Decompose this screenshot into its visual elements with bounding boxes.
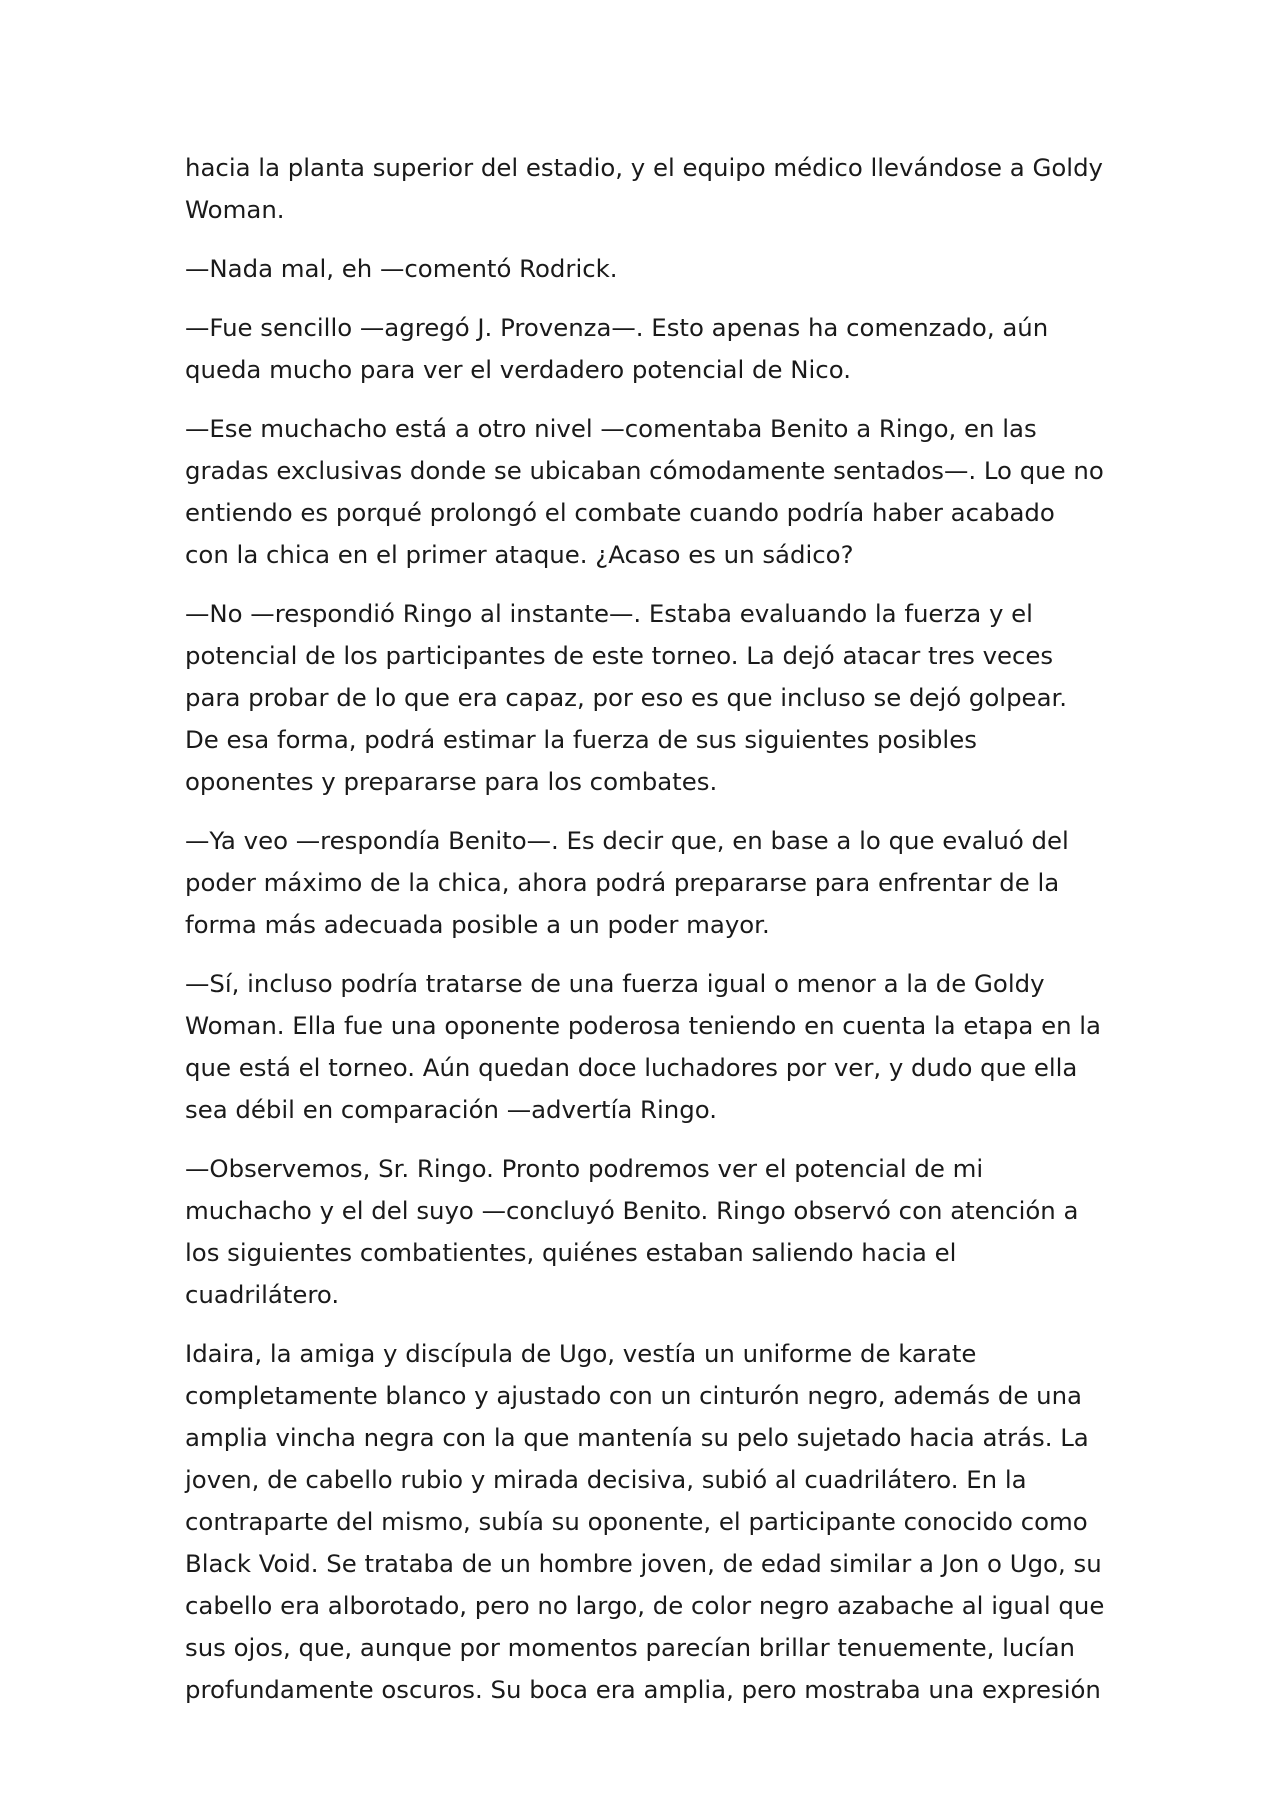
body-text <box>185 147 1105 1728</box>
paragraph: —Nada mal, eh —comentó Rodrick. <box>185 254 618 283</box>
paragraph: —Sí, incluso podría tratarse de una fuerza igual o menor a la de Goldy Woman. Ella fue una oponente poderosa teniendo en cuenta la etapa en la que está el torneo. Aún quedan doce luchadores por ver, y dudo que ella sea débil en comparación —advertía Ringo. <box>185 969 1102 1124</box>
paragraph: —Ya veo —respondía Benito—. Es decir que, en base a lo que evaluó del poder máximo de la chica, ahora podrá prepararse para enfrentar de la forma más adecuada posible a un poder mayor. <box>185 826 1069 939</box>
paragraph: Idaira, la amiga y discípula de Ugo, vestía un uniforme de karate completamente blanco y ajustado con un cinturón negro, además de una amplia vincha negra con la que mantenía su pelo sujetado hacia atrás. La joven, de cabello rubio y mirada decisiva, subió al cuadrilátero. En la contraparte del mismo, subía su oponente, el participante conocido como Black Void. Se trataba de un hombre joven, de edad similar a Jon o Ugo, su cabello era alborotado, pero no largo, de color negro azabache al igual que sus ojos, que, aunque por momentos parecían brillar tenuemente, lucían profundamente oscuros. Su boca era amplia, pero mostraba una expresión <box>185 1339 1105 1704</box>
paragraph: hacia la planta superior del estadio, y el equipo médico llevándose a Goldy Woman. <box>185 153 1103 224</box>
paragraph: —Ese muchacho está a otro nivel —comentaba Benito a Ringo, en las gradas exclusivas donde se ubicaban cómodamente sentados—. Lo que no entiendo es porqué prolongó el combate cuando podría haber acabado con la chica en el primer ataque. ¿Acaso es un sádico? <box>185 414 1104 569</box>
paragraph: —Fue sencillo —agregó J. Provenza—. Esto apenas ha comenzado, aún queda mucho para ver el verdadero potencial de Nico. <box>185 313 1049 384</box>
paragraph: —No —respondió Ringo al instante—. Estaba evaluando la fuerza y el potencial de los participantes de este torneo. La dejó atacar tres veces para probar de lo que era capaz, por eso es que incluso se dejó golpear. De esa forma, podrá estimar la fuerza de sus siguientes posibles oponentes y prepararse para los combates. <box>185 599 1068 796</box>
paragraph: —Observemos, Sr. Ringo. Pronto podremos ver el potencial de mi muchacho y el del suyo —concluyó Benito. Ringo observó con atención a los siguientes combatientes, quiénes estaban saliendo hacia el cuadrilátero. <box>185 1154 1079 1309</box>
